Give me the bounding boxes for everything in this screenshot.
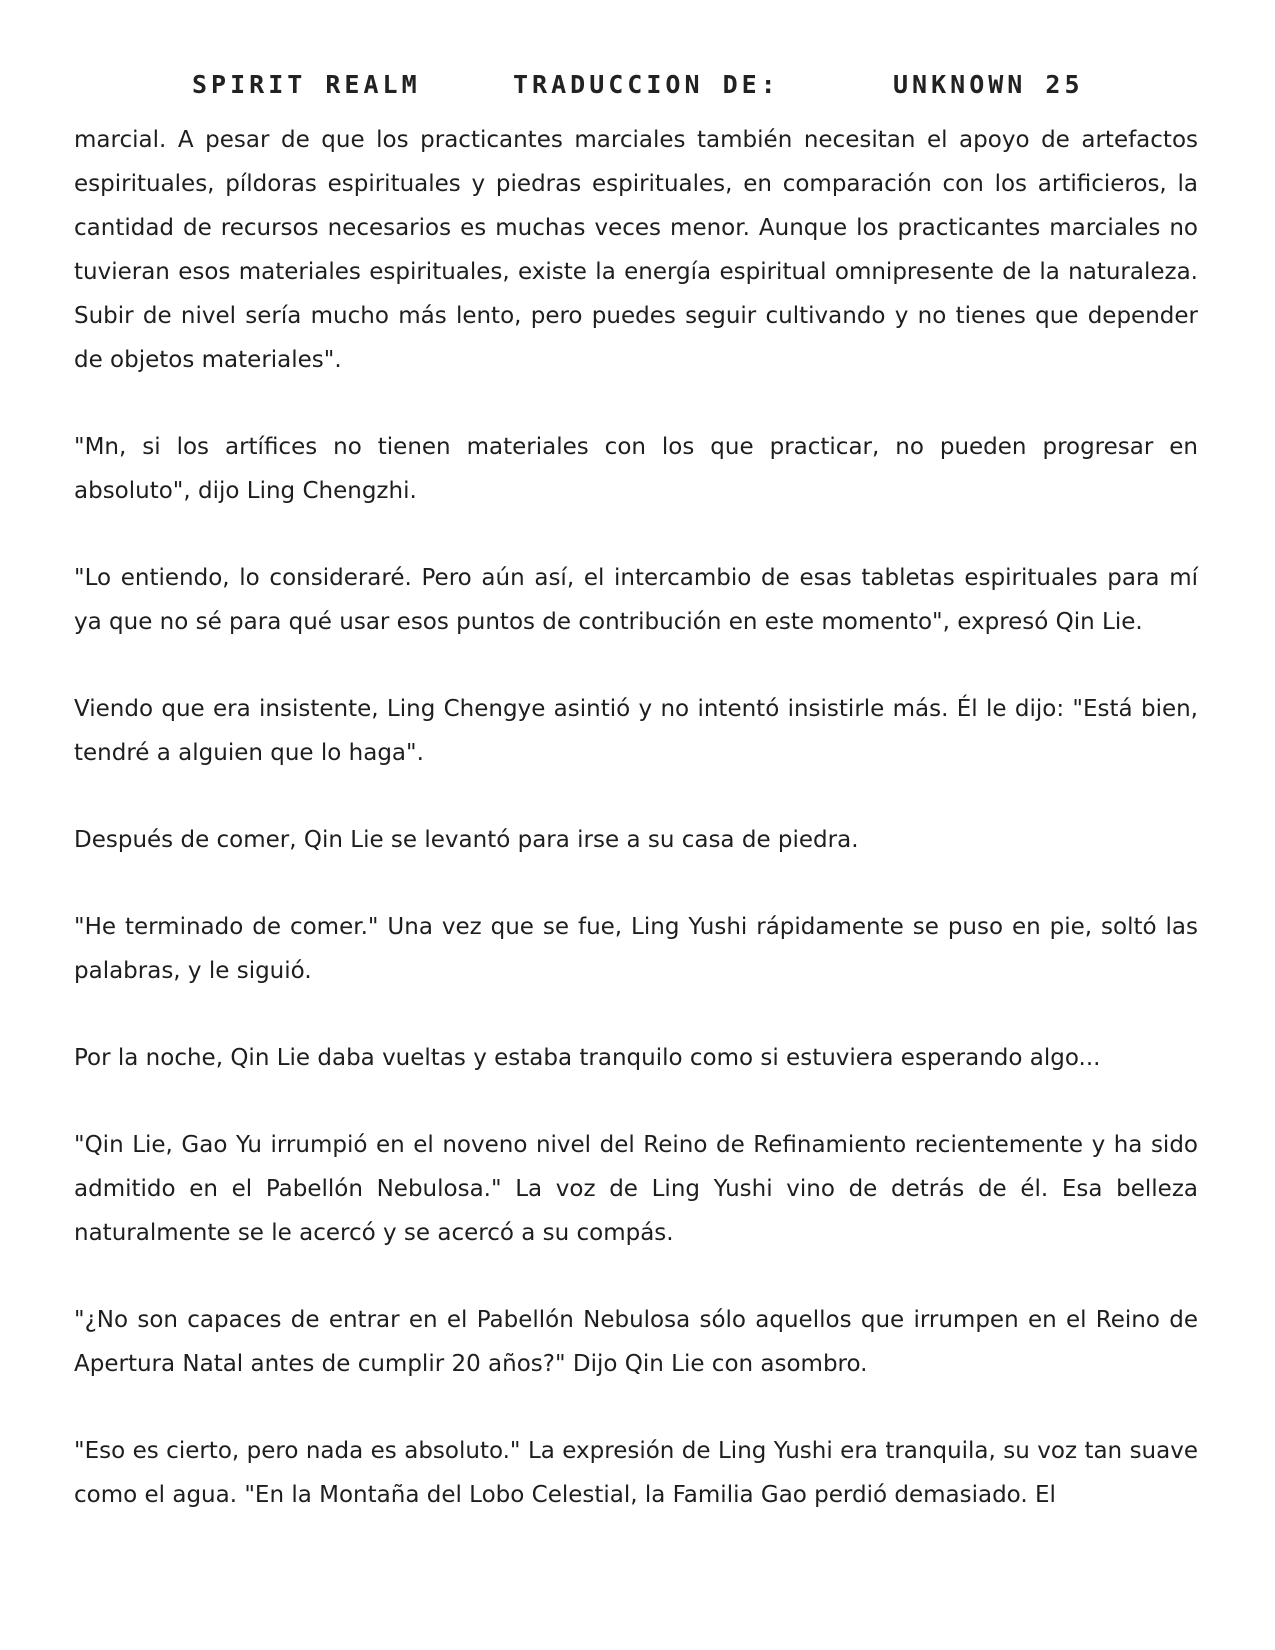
paragraph: "Mn, si los artífices no tienen materiales con los que practicar, no pueden progresar en absoluto", dijo Ling Chengzhi. [74, 434, 1198, 504]
paragraph: "Lo entiendo, lo consideraré. Pero aún así, el intercambio de esas tabletas espirituales para mí ya que no sé para qué usar esos puntos de contribución en este momento", expresó Qin Lie. [74, 565, 1198, 635]
header-translator: UNKNOWN 25 [893, 70, 1084, 99]
paragraph: Por la noche, Qin Lie daba vueltas y estaba tranquilo como si estuviera esperando algo... [74, 1045, 1101, 1071]
paragraph: "Qin Lie, Gao Yu irrumpió en el noveno nivel del Reino de Refinamiento recientemente y ha sido admitido en el Pabellón Nebulosa." La voz de Ling Yushi vino de detrás de él. Esa belleza naturalmente se le acercó y se acercó a su compás. [74, 1132, 1198, 1246]
paragraph: marcial. A pesar de que los practicantes marciales también necesitan el apoyo de artefactos espirituales, píldoras espirituales y piedras espirituales, en comparación con los artificieros, la cantidad de recursos necesarios es muchas veces menor. Aunque los practicantes marciales no tuvieran esos materiales espirituales, existe la energía espiritual omnipresente de la naturaleza. Subir de nivel sería mucho más lento, pero puedes seguir cultivando y no tienes que depender de objetos materiales". [74, 127, 1198, 373]
paragraph: "Eso es cierto, pero nada es absoluto." La expresión de Ling Yushi era tranquila, su voz tan suave como el agua. "En la Montaña del Lobo Celestial, la Familia Gao perdió demasiado. El [74, 1438, 1198, 1508]
page-header [0, 70, 1275, 110]
header-translation-label: TRADUCCION DE: [513, 70, 780, 99]
paragraph: "He terminado de comer." Una vez que se fue, Ling Yushi rápidamente se puso en pie, soltó las palabras, y le siguió. [74, 914, 1198, 984]
header-title: SPIRIT REALM [192, 70, 421, 99]
paragraph: Viendo que era insistente, Ling Chengye asintió y no intentó insistirle más. Él le dijo: "Está bien, tendré a alguien que lo haga". [74, 696, 1198, 766]
body-text [74, 118, 1198, 1560]
paragraph: Después de comer, Qin Lie se levantó para irse a su casa de piedra. [74, 827, 859, 853]
paragraph: "¿No son capaces de entrar en el Pabellón Nebulosa sólo aquellos que irrumpen en el Reino de Apertura Natal antes de cumplir 20 años?" Dijo Qin Lie con asombro. [74, 1307, 1198, 1377]
